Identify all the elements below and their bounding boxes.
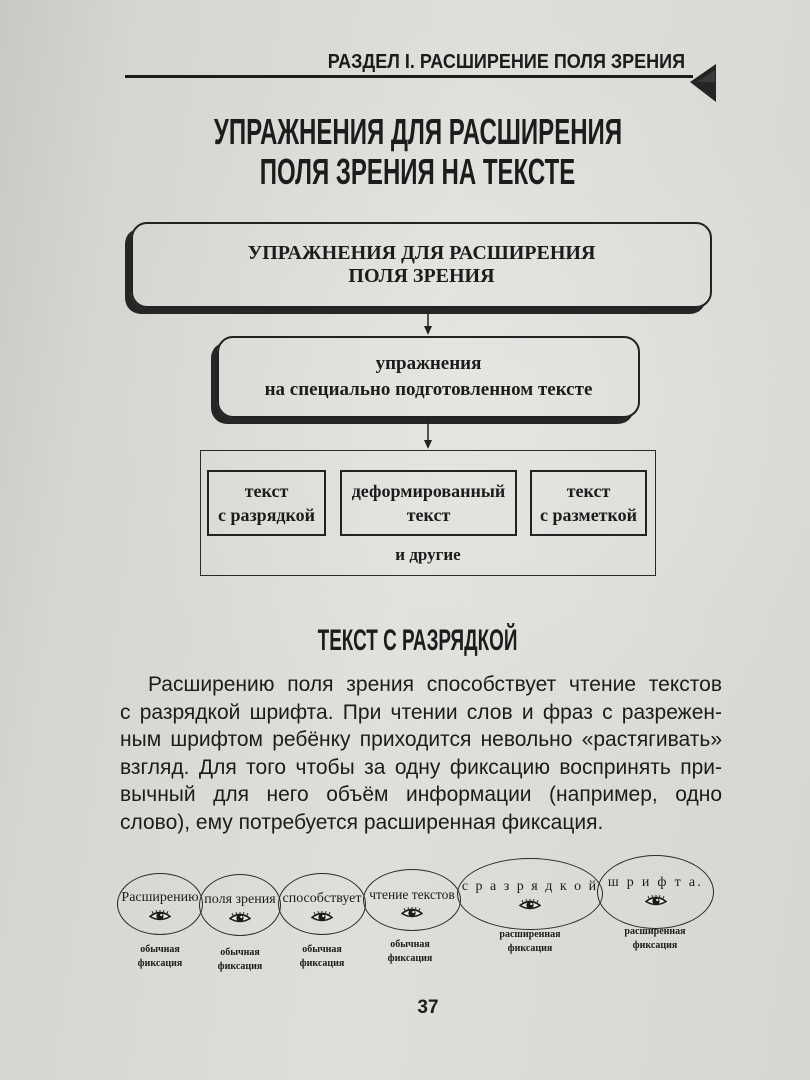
fixation-ellipse [278,873,366,935]
fixation-label [115,943,205,971]
eye-icon [519,899,541,911]
fixation-word: Расширению [121,890,199,905]
fixation-word: ш р и ф т а. [607,875,704,890]
type-box-line: с разрядкой [217,505,316,525]
diagram-root-line: УПРАЖНЕНИЯ ДЛЯ РАСШИРЕНИЯ [247,242,596,264]
fixation-label-line: фиксация [137,958,183,969]
fixation-ellipse [199,874,281,936]
triangle-left-icon [688,62,718,104]
fixation-label-line: фиксация [507,943,553,954]
type-box [340,470,517,536]
eye-icon [645,895,667,907]
paragraph-line: Расширению поля зрения способствует чтение текстов [148,673,722,696]
fixation-label-line: расширенная [624,926,686,937]
body-paragraph [120,671,722,836]
paragraph-line: взгляд. Для того чтобы за одну фиксацию воспринять при- [120,755,722,779]
fixation-word: с р а з р я д к о й [461,879,599,894]
fixation-label-line: обычная [140,944,180,955]
diagram-types-box [200,450,656,576]
diagram-middle-line: упражнения [375,353,482,374]
fixation-word: способствует [282,891,362,906]
fixation-label [365,938,455,966]
diagram-root-line: ПОЛЯ ЗРЕНИЯ [348,265,495,287]
fixation-label-line: фиксация [299,958,345,969]
type-box-line: текст [566,481,611,501]
eye-icon [311,911,333,923]
fixation-word: поля зрения [204,892,276,907]
fixation-label-line: фиксация [632,940,678,951]
type-box-line: текст [244,481,289,501]
arrow-down-icon [421,418,435,450]
page-title [26,112,810,192]
header-rule [125,75,693,78]
page-title-line: УПРАЖНЕНИЯ ДЛЯ РАСШИРЕНИЯ [213,111,623,152]
fixation-word: чтение текстов [369,887,455,902]
paragraph-line: слово), ему потребуется расширенная фиксация. [120,810,604,834]
fixation-label-line: фиксация [387,953,433,964]
paragraph-line: вычный для него объём информации (например, одно [120,783,722,806]
types-more-label: и другие [395,545,461,564]
fixation-label [195,946,285,974]
paragraph-line: ным шрифтом ребёнку приходится невольно «растягивать» [120,728,722,751]
eye-icon [149,910,171,922]
diagram-middle-line: на специально подготовленном тексте [264,379,593,400]
section-heading-text: ТЕКСТ С РАЗРЯДКОЙ [318,624,518,657]
fixation-label [485,928,575,956]
running-header [288,49,685,75]
page-number: 37 [417,997,439,1018]
fixation-label-line: фиксация [217,961,263,972]
eye-icon [401,907,423,919]
type-box-line: текст [406,505,451,525]
arrow-down-icon [421,308,435,336]
paragraph-line: с разрядкой шрифта. При чтении слов и фраз с разрежен- [120,700,722,724]
type-box-line: с разметкой [539,505,638,525]
fixation-label-line: обычная [220,947,260,958]
type-box-line: деформированный [351,481,506,501]
fixation-label-line: расширенная [499,929,561,940]
fixation-ellipse [597,855,714,929]
section-title: РАЗДЕЛ I. РАСШИРЕНИЕ ПОЛЯ ЗРЕНИЯ [327,51,685,73]
diagram-middle-box [217,336,640,418]
page-title-line: ПОЛЯ ЗРЕНИЯ НА ТЕКСТЕ [260,151,576,192]
fixation-label-line: обычная [302,944,342,955]
fixation-label [610,925,700,953]
type-box [530,470,647,536]
type-box [207,470,326,536]
fixation-ellipse [457,858,603,930]
fixation-ellipse [363,869,461,931]
eye-icon [229,912,251,924]
section-heading [26,624,810,658]
diagram-root-box [131,222,712,308]
fixation-label [277,943,367,971]
fixation-ellipse [117,873,203,935]
fixation-label-line: обычная [390,939,430,950]
